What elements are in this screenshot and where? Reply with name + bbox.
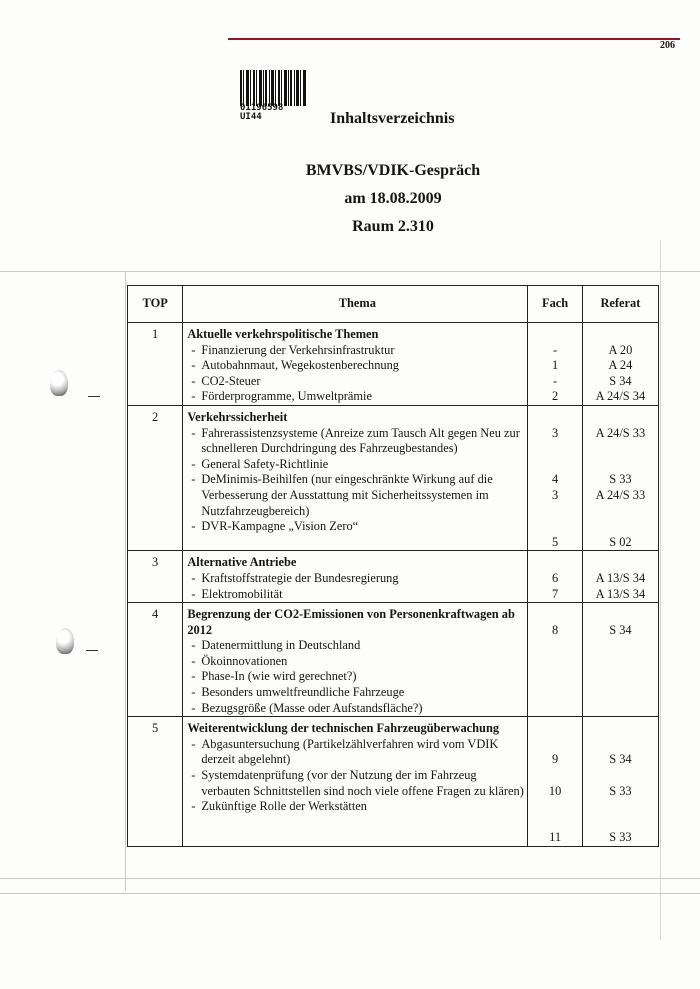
meeting-room: Raum 2.310 (352, 218, 434, 235)
list-item: - Fahrerassistenzsysteme (Anreize zum Tausch Alt gegen Neu zur schnelleren Durchdringung des Fahrzeugbestandes) (187, 426, 527, 457)
fach-cell (528, 603, 582, 717)
referat-cell (582, 323, 658, 406)
section-title: Weiterentwicklung der technischen Fahrzeugüberwachung (187, 721, 500, 736)
fach-value: 4 (552, 472, 559, 487)
table-row (128, 603, 659, 717)
list-item: - Systemdatenprüfung (vor der Nutzung der im Fahrzeug verbauten Schnittstellen sind noch viele offene Fragen zu klären) (187, 768, 527, 799)
thema-cell (183, 717, 528, 847)
punch-hole-icon (56, 628, 74, 654)
referat-cell (582, 405, 658, 550)
table-row (128, 717, 659, 847)
list-item: - Zukünftige Rolle der Werkstätten (187, 799, 527, 815)
fach-value: 9 (552, 752, 559, 767)
section-title: Alternative Antriebe (187, 555, 297, 570)
fach-value: 10 (548, 783, 562, 798)
barcode-code: UI44 (240, 112, 262, 122)
col-header-thema: Thema (183, 286, 528, 323)
fach-value: 11 (549, 830, 562, 845)
table-row (128, 405, 659, 550)
top-number: 1 (128, 323, 183, 406)
top-number: 3 (128, 551, 183, 603)
barcode-icon (240, 70, 306, 106)
list-item: - Abgasuntersuchung (Partikelzählverfahren wird vom VDIK derzeit abgelehnt) (187, 737, 527, 768)
referat-value: S 34 (609, 622, 632, 637)
list-item: - CO2-Steuer (187, 374, 527, 390)
section-title: Aktuelle verkehrspolitische Themen (187, 327, 379, 341)
list-item: - DVR-Kampagne „Vision Zero“ (187, 519, 527, 535)
scan-guide-line (0, 271, 700, 272)
fach-value: 3 (552, 487, 559, 502)
referat-value: A 24 (608, 358, 633, 373)
thema-cell (183, 603, 528, 717)
page-title: Inhaltsverzeichnis (330, 110, 455, 127)
list-item: - Besonders umweltfreundliche Fahrzeuge (187, 685, 527, 701)
margin-mark (86, 650, 98, 651)
scan-guide-line (125, 271, 126, 891)
meeting-date: am 18.08.2009 (344, 190, 442, 207)
referat-value: A 24/S 33 (595, 487, 646, 502)
barcode-id (240, 104, 283, 122)
col-header-fach: Fach (528, 286, 582, 323)
list-item: - Bezugsgröße (Masse oder Aufstandsfläche?) (187, 701, 527, 717)
fach-cell (528, 405, 582, 550)
punch-hole-icon (50, 370, 68, 396)
table-row (128, 551, 659, 603)
referat-value: S 34 (609, 752, 632, 767)
list-item: - General Safety-Richtlinie (187, 457, 527, 473)
page-number: 206 (660, 40, 675, 51)
fach-value: - (553, 373, 558, 388)
top-number: 4 (128, 603, 183, 717)
section-title: Begrenzung der CO2-Emissionen von Personenkraftwagen ab 2012 (187, 607, 515, 637)
referat-cell (582, 717, 658, 847)
fach-cell (528, 551, 582, 603)
referat-value: A 13/S 34 (595, 570, 646, 585)
fach-cell (528, 717, 582, 847)
list-item: - Finanzierung der Verkehrsinfrastruktur (187, 343, 527, 359)
list-item: - Förderprogramme, Umweltprämie (187, 389, 527, 405)
scan-guide-line (660, 240, 661, 940)
list-item: - Kraftstoffstrategie der Bundesregierung (187, 571, 527, 587)
fach-value: 3 (552, 425, 559, 440)
thema-cell (183, 323, 528, 406)
fach-cell (528, 323, 582, 406)
referat-value: S 34 (609, 373, 632, 388)
scan-guide-line (0, 878, 700, 879)
top-number: 2 (128, 405, 183, 550)
list-item: - Autobahnmaut, Wegekostenberechnung (187, 358, 527, 374)
list-item: - DeMinimis-Beihilfen (nur eingeschränkte Wirkung auf die Verbesserung der Ausstattung mit Sicherheitssystemen im Nutzfahrzeugbereich) (187, 472, 527, 519)
list-item: - Datenermittlung in Deutschland (187, 638, 527, 654)
referat-value: A 24/S 34 (595, 389, 646, 404)
fach-value: 8 (552, 622, 559, 637)
thema-cell (183, 405, 528, 550)
margin-mark (88, 396, 100, 397)
list-item: - Phase-In (wie wird gerechnet?) (187, 669, 527, 685)
col-header-referat: Referat (582, 286, 658, 323)
table-header-row (128, 286, 659, 323)
top-number: 5 (128, 717, 183, 847)
list-item: - Elektromobilität (187, 587, 527, 603)
agenda-table (127, 285, 659, 847)
referat-value: S 33 (609, 830, 632, 845)
meeting-title: BMVBS/VDIK-Gespräch (305, 162, 481, 179)
fach-value: 6 (552, 570, 559, 585)
referat-value: S 33 (609, 783, 632, 798)
referat-value: S 02 (609, 534, 632, 549)
top-rule (228, 38, 680, 40)
referat-value: S 33 (609, 472, 632, 487)
table-row (128, 323, 659, 406)
col-header-top: TOP (128, 286, 183, 323)
fach-value: 1 (552, 358, 559, 373)
referat-value: A 13/S 34 (595, 586, 646, 601)
referat-value: A 24/S 33 (595, 425, 646, 440)
barcode-number: 01196598 (240, 103, 284, 113)
list-item: - Ökoinnovationen (187, 654, 527, 670)
referat-cell (582, 603, 658, 717)
fach-value: - (553, 342, 558, 357)
thema-cell (183, 551, 528, 603)
scan-guide-line (0, 893, 700, 894)
section-title: Verkehrssicherheit (187, 409, 288, 424)
fach-value: 2 (552, 389, 559, 404)
agenda-body (128, 323, 659, 847)
referat-cell (582, 551, 658, 603)
fach-value: 5 (552, 534, 559, 549)
referat-value: A 20 (608, 342, 633, 357)
fach-value: 7 (552, 586, 559, 601)
